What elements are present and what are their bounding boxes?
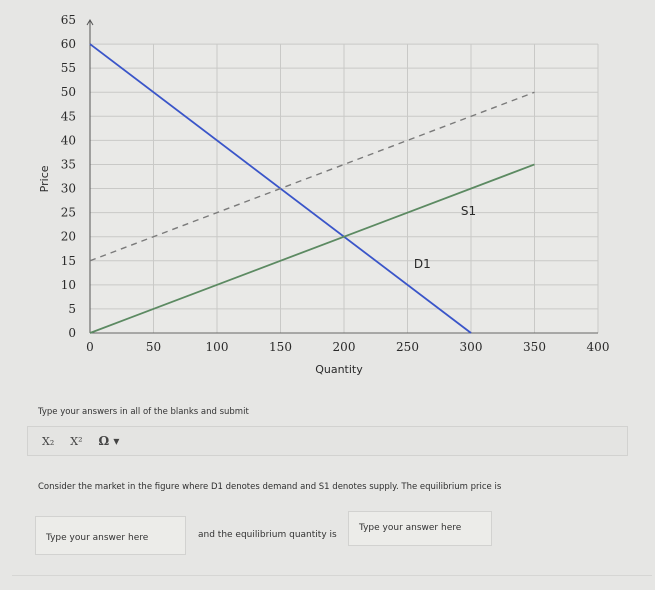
y-tick-label: 30: [60, 181, 76, 196]
special-character-dropdown[interactable]: Ω ▾: [98, 434, 120, 448]
supply-curve-label: S1: [460, 204, 477, 219]
divider: [12, 575, 652, 576]
equilibrium-quantity-input[interactable]: Type your answer here: [348, 511, 492, 546]
x-tick-label: 50: [145, 340, 162, 354]
y-tick-label: 10: [60, 277, 76, 292]
chart-grid: [87, 20, 598, 333]
y-tick-label: 5: [68, 301, 76, 316]
x-tick-label: 200: [332, 340, 356, 354]
y-tick-label: 45: [60, 109, 76, 124]
between-text: and the equilibrium quantity is: [198, 530, 337, 540]
x-tick-label: 350: [523, 340, 546, 354]
y-axis-title: Price: [38, 165, 51, 193]
x-tick-label: 250: [396, 340, 419, 354]
x-tick-label: 100: [205, 340, 229, 354]
y-tick-label: 25: [60, 205, 76, 220]
y-tick-label: 20: [60, 229, 76, 244]
instructions-text: Type your answers in all of the blanks and submit: [38, 407, 249, 417]
question-text: Consider the market in the figure where D1 denotes demand and S1 denotes supply. The equilibrium price is: [38, 482, 502, 492]
x-tick-label: 400: [586, 340, 610, 354]
x-tick-label: 0: [86, 340, 94, 354]
y-tick-label: 50: [60, 85, 76, 100]
y-tick-label: 40: [60, 133, 76, 148]
y-tick-label: 35: [60, 157, 76, 172]
y-tick-label: 65: [60, 13, 76, 27]
y-tick-label: 15: [60, 253, 76, 268]
equilibrium-price-input[interactable]: Type your answer here: [35, 516, 186, 555]
x-tick-label: 150: [269, 340, 292, 354]
demand-curve-label: D1: [413, 256, 431, 271]
x-tick-label: 300: [459, 340, 483, 354]
y-tick-label: 0: [68, 326, 76, 340]
superscript-button[interactable]: X²: [70, 434, 83, 448]
subscript-button[interactable]: X₂: [42, 434, 55, 448]
y-tick-label: 55: [60, 61, 76, 76]
y-tick-label: 60: [60, 37, 76, 52]
formatting-toolbar: [27, 426, 628, 456]
x-axis-title: Quantity: [315, 363, 363, 376]
